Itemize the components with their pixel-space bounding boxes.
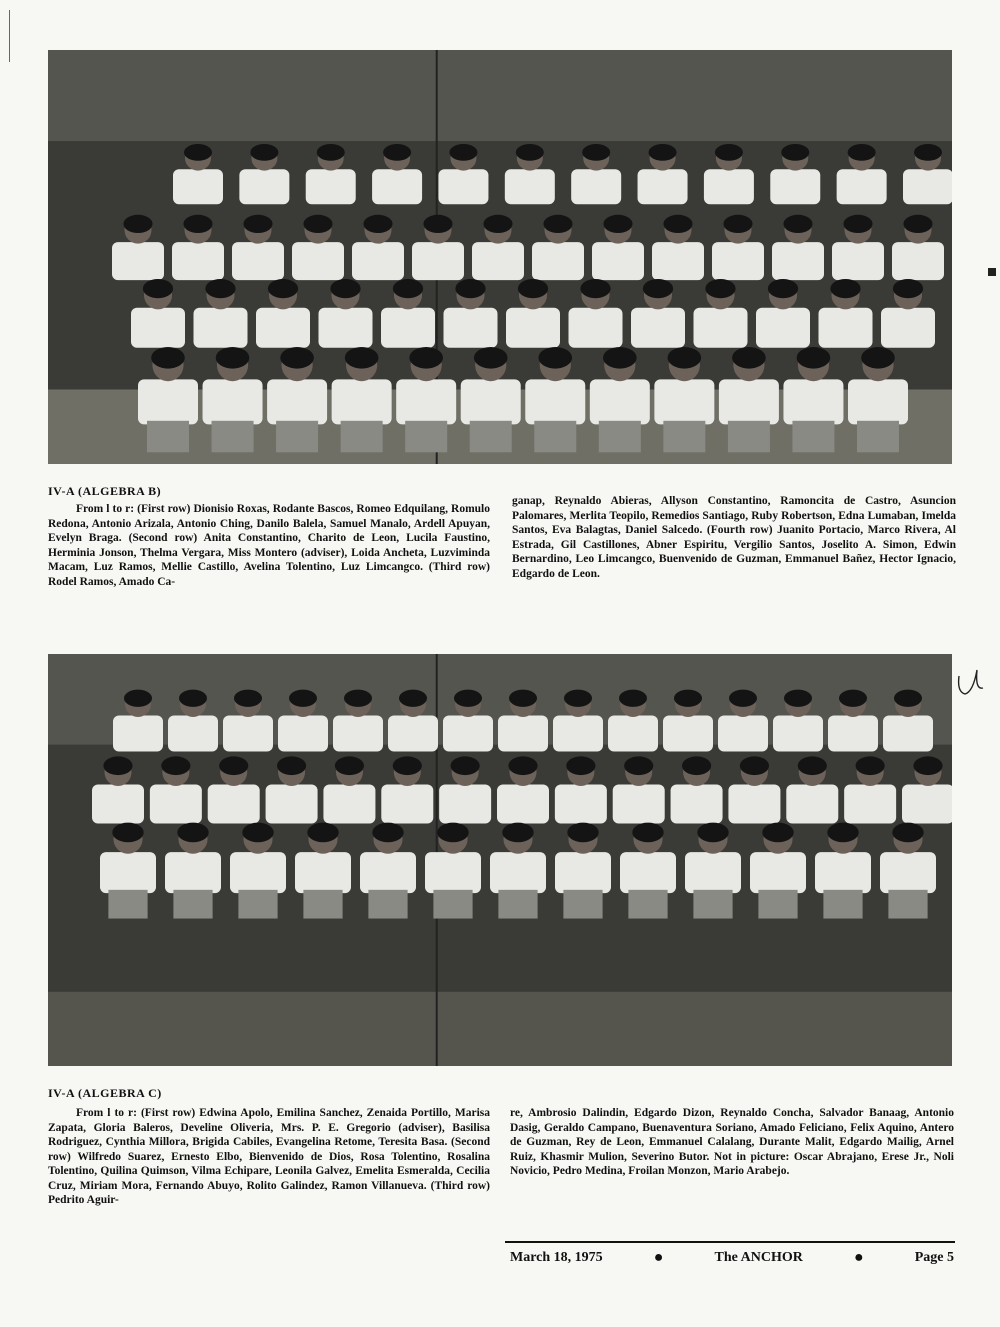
caption-algebra-b-right: ganap, Reynaldo Abieras, Allyson Constantino, Ramoncita de Castro, Asuncion Palomares, Merlita Teopilo, Remedios Santiago, Ruby Robertson, Edna Lumaban, Imelda Santos, Eva Balagtas, Daniel Salcedo. (Fourth row) Juanito Portacio, Marco Rivera, Al Estrada, Gil Castillones, Abner Espiritu, Vergilio Santos, Joselito A. Simon, Edwin Bernardino, Leo Limcangco, Buenvenido de Guzman, Emmanuel Bañez, Hector Ignacio, Edgardo de Leon. <box>512 495 956 580</box>
handwritten-scribble <box>955 662 985 702</box>
photo-row <box>92 756 952 823</box>
footer-publication: The ANCHOR <box>714 1250 803 1265</box>
margin-tick-mark <box>9 10 11 62</box>
footer-bullet-1: ● <box>653 1249 664 1266</box>
group-photo-algebra-c <box>48 654 952 1066</box>
footer-bullet-2: ● <box>853 1249 864 1266</box>
caption-algebra-c-right: re, Ambrosio Dalindin, Edgardo Dizon, Reynaldo Concha, Salvador Banaag, Antonio Dasig, Geraldo Campano, Buenaventura Soriano, Amado Feliciano, Felix Aquino, Antero de Guzman, Rey de Leon, Emmanuel Calalang, Durante Malit, Edgardo Mailig, Arnel Ruiz, Khasmir Mulion, Severino Butor. Not in picture: Oscar Abrajano, Erese Jr., Noli Novicio, Pedro Medina, Froilan Monzon, Mario Arabejo. <box>510 1107 954 1177</box>
footer-rule <box>505 1241 955 1243</box>
footer-date: March 18, 1975 <box>510 1250 603 1265</box>
photo-row <box>113 690 933 752</box>
edge-mark <box>988 268 996 276</box>
caption-algebra-c-left: From l to r: (First row) Edwina Apolo, Emilina Sanchez, Zenaida Portillo, Marisa Zapata, Gloria Baleros, Develine Oliveria, Mrs. P. E. Gregorio (adviser), Basilisa Rodriguez, Cynthia Millora, Brigida Cabiles, Evangelina Retome, Teresita Basa. (Second row) Wilfredo Suarez, Ernesto Elbo, Bienvenido de Dios, Rosa Tolentino, Rosalina Tolentino, Quilina Quimson, Vilma Echipare, Leonila Galvez, Emelita Esmeralda, Cecilia Cruz, Miriam Mora, Fernando Abuyo, Rolito Galindez, Ramon Villanueva. (Third row) Pedrito Aguir- <box>48 1107 490 1206</box>
section-title-algebra-c: IV-A (ALGEBRA C) <box>48 1086 162 1100</box>
page-footer <box>510 1249 954 1267</box>
section-title-algebra-b: IV-A (ALGEBRA B) <box>48 484 162 498</box>
group-photo-algebra-b <box>48 50 952 464</box>
class-photo-algebra-c <box>48 654 952 1066</box>
class-photo-algebra-b <box>48 50 952 464</box>
caption-algebra-b-left: From l to r: (First row) Dionisio Roxas, Rodante Bascos, Romeo Edquilang, Romulo Redona, Antonio Arizala, Antonio Ching, Danilo Balela, Samuel Manalo, Ardell Apuyan, Evelyn Braga. (Second row) Anita Constantino, Charito de Leon, Lucila Faustino, Herminia Jonson, Thelma Vergara, Miss Montero (adviser), Loida Ancheta, Luzviminda Macam, Luz Ramos, Mellie Castillo, Avelina Tolentino, Luz Limcangco. (Third row) Rodel Ramos, Amado Ca- <box>48 503 490 588</box>
footer-page-number: Page 5 <box>914 1250 954 1265</box>
